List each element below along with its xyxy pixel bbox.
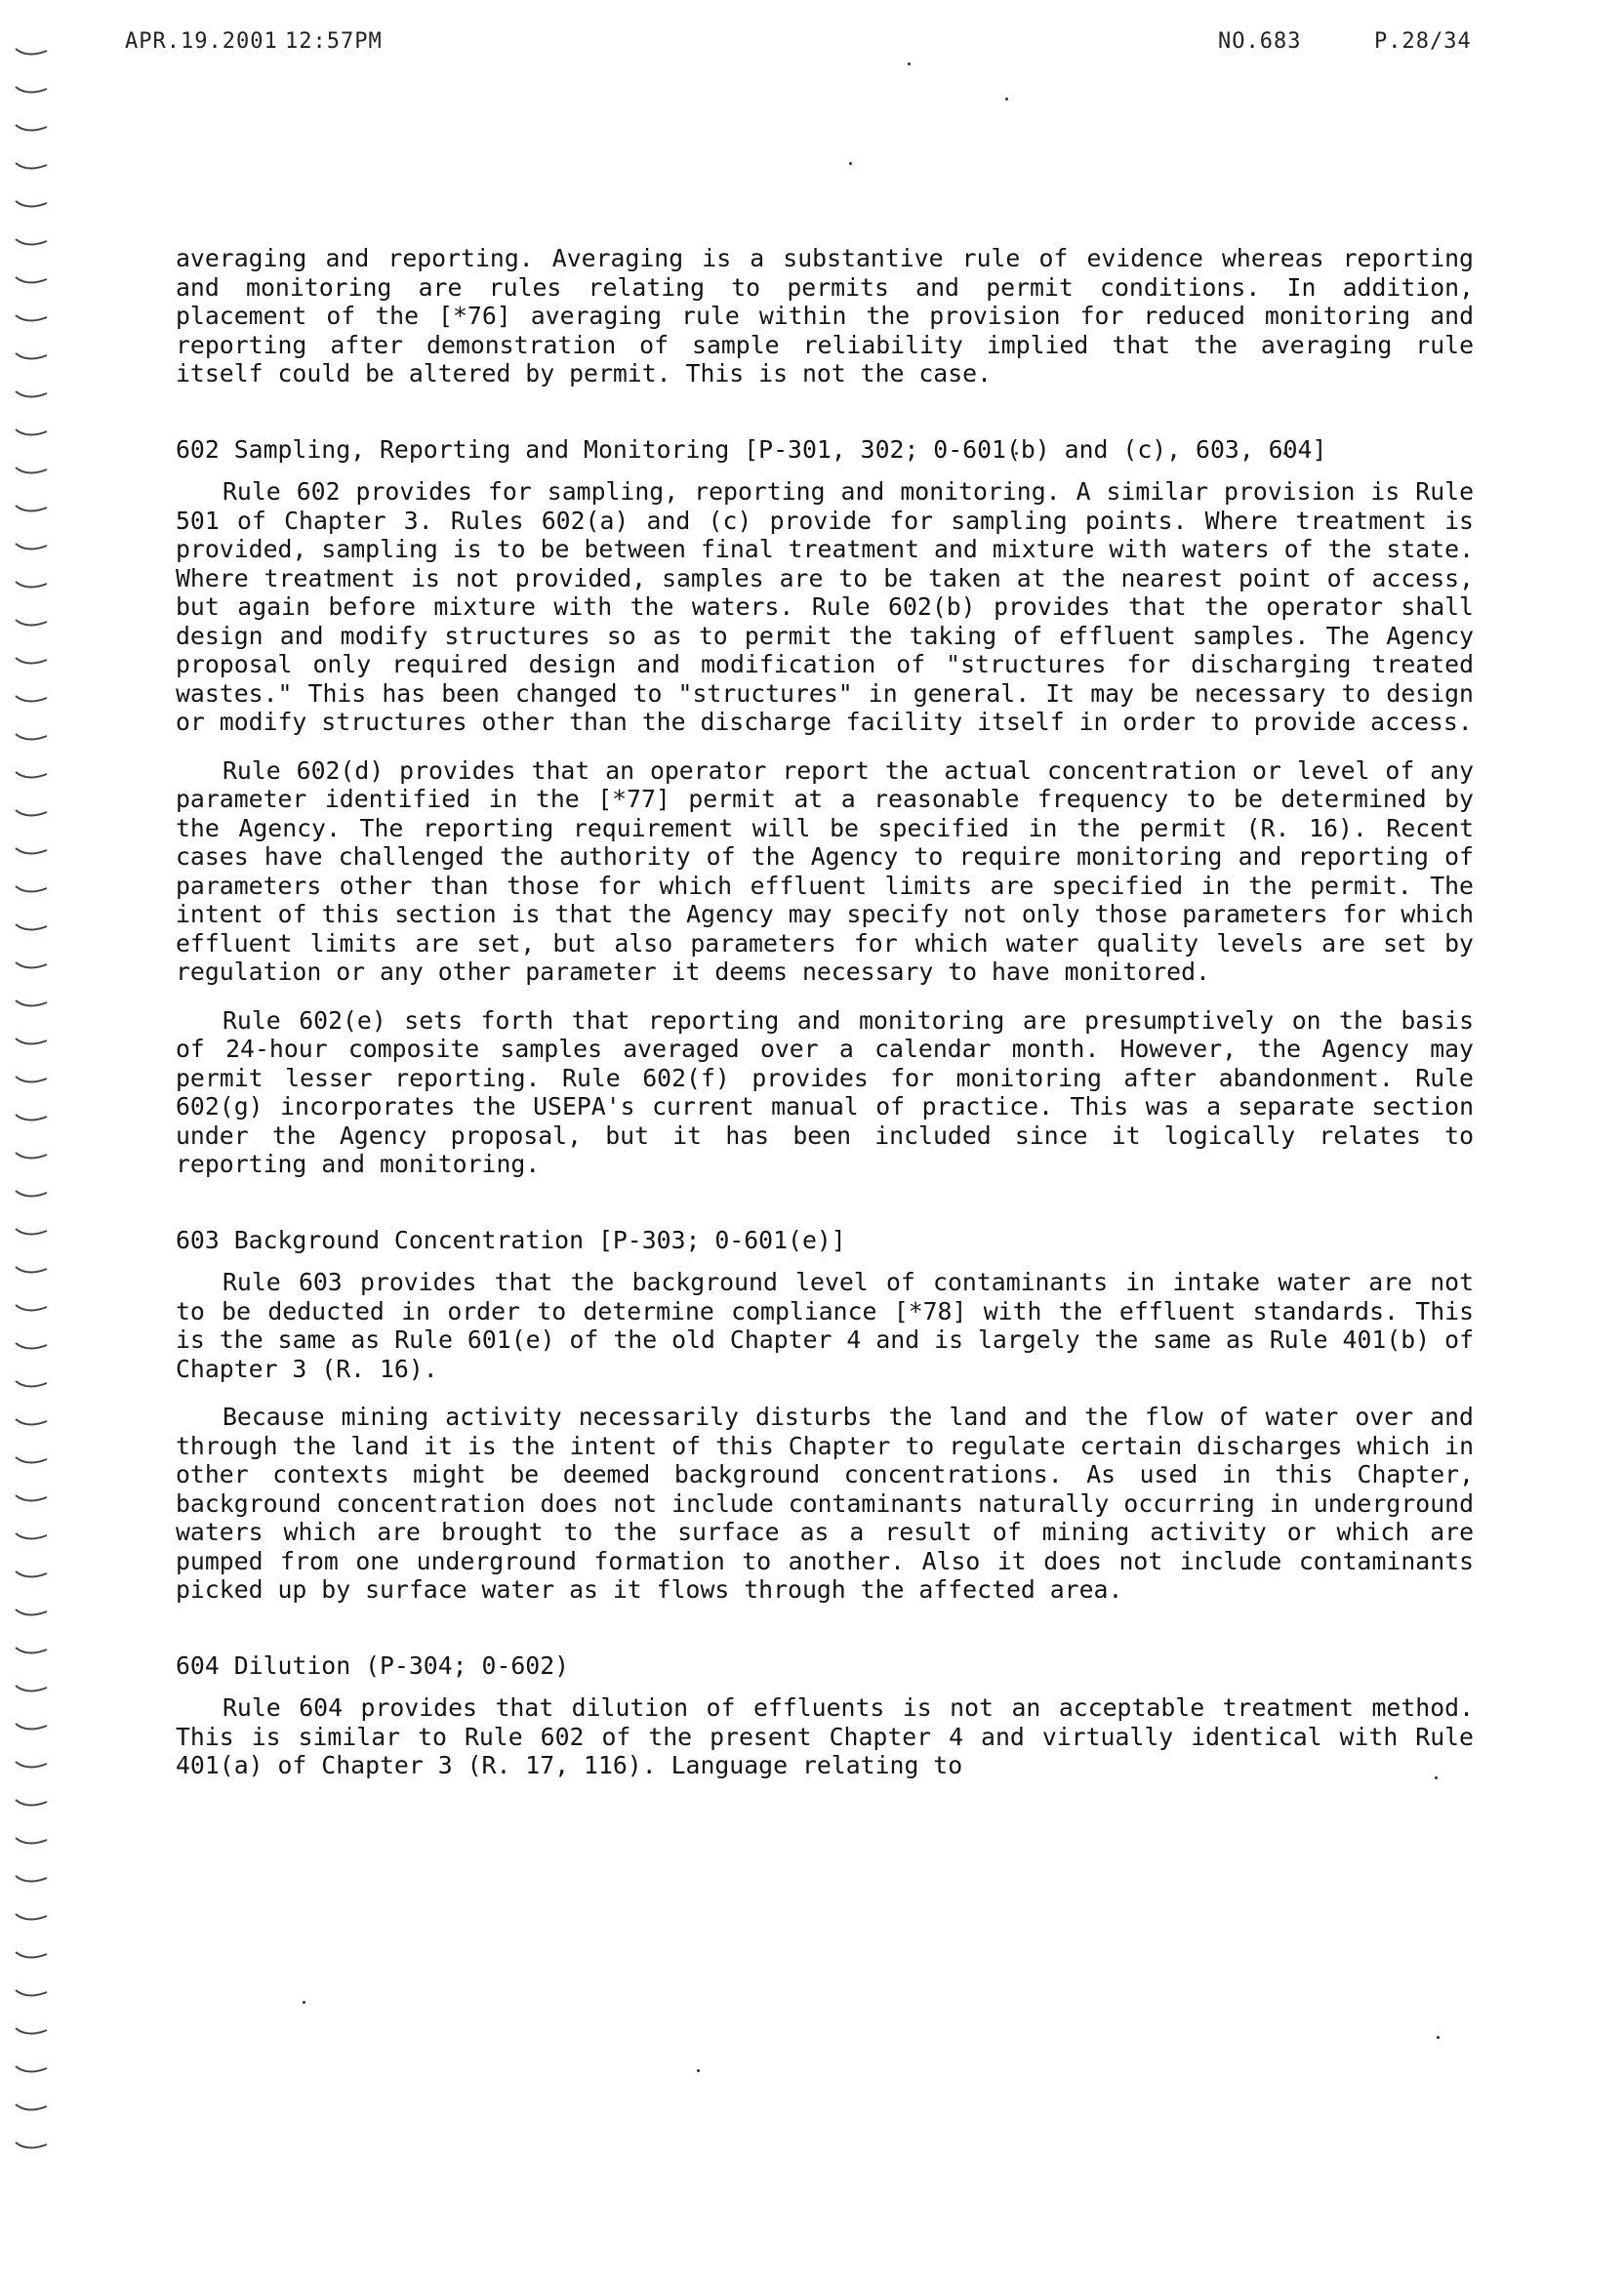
margin-mark — [16, 429, 47, 435]
scan-speck — [908, 62, 911, 65]
paragraph-602-sampling: Rule 602 provides for sampling, reporting and monitoring. A similar provision is Rule 501 of Chapter 3. Rules 602(a) and (c) provide for sampling points. Where treatment is provided, sampling is to be between final treatment and mixture with waters of the state. Where treatment is not provided, samples are to be taken at the nearest point of access, but again before mixture with the waters. Rule 602(b) provides that the operator shall design and modify structures so as to permit the taking of effluent samples. The Agency proposal only required design and modification of "structures for discharging treated wastes." This has been changed to "structures" in general. It may be necessary to design or modify structures other than the discharge facility itself in order to provide access. — [176, 477, 1474, 736]
margin-mark — [16, 810, 47, 816]
margin-mark — [16, 772, 47, 778]
fax-page-indicator: P.28/34 — [1374, 29, 1472, 54]
margin-mark — [16, 1267, 47, 1273]
intro-paragraph: averaging and reporting. Averaging is a substantive rule of evidence whereas reporting and monitoring are rules relating to permits and permit conditions. In addition, placement of the [*76] averaging rule within the provision for reduced monitoring and reporting after demonstration of sample reliability implied that the averaging rule itself could be altered by permit. This is not the case. — [176, 244, 1474, 387]
margin-mark — [16, 506, 47, 511]
margin-mark — [16, 2028, 47, 2034]
margin-mark — [16, 87, 47, 93]
fax-time: 12:57PM — [285, 29, 383, 54]
fax-date: APR.19.2001 — [125, 29, 278, 54]
margin-mark — [16, 696, 47, 702]
margin-mark — [16, 886, 47, 892]
margin-mark — [16, 353, 47, 359]
margin-mark — [16, 1381, 47, 1387]
margin-mark — [16, 1724, 47, 1730]
margin-mark — [16, 1952, 47, 1958]
paragraph-602-reporting: Rule 602(d) provides that an operator report the actual concentration or level of any parameter identified in the [*77] permit at a reasonable frequency to be determined by the Agency. The reporting requirement will be specified in the permit (R. 16). Recent cases have challenged the authority of the Agency to require monitoring and reporting of parameters other than those for which effluent limits are specified in the permit. The intent of this section is that the Agency may specify not only those parameters for which effluent limits are set, but also parameters for which water quality levels are set by regulation or any other parameter it deems necessary to have monitored. — [176, 755, 1474, 986]
margin-mark — [16, 1648, 47, 1653]
margin-mark — [16, 2104, 47, 2110]
margin-mark — [16, 1876, 47, 1882]
scan-speck — [1005, 98, 1008, 101]
margin-mark — [16, 1838, 47, 1844]
margin-mark — [16, 1115, 47, 1121]
scan-speck — [303, 2001, 305, 2004]
margin-mark — [16, 848, 47, 854]
section-heading-604: 604 Dilution (P-304; 0-602) — [176, 1650, 570, 1680]
margin-mark — [16, 201, 47, 207]
margin-mark — [16, 1800, 47, 1806]
paragraph-603-background: Rule 603 provides that the background level of contaminants in intake water are not to be deducted in order to determine compliance [*78] with the effluent standards. This is the same as Rule 601(e) of the old Chapter 4 and is largely the same as Rule 401(b) of Chapter 3 (R. 16). — [176, 1268, 1474, 1383]
margin-mark — [16, 468, 47, 473]
margin-mark — [16, 1457, 47, 1463]
margin-mark — [16, 1762, 47, 1768]
fax-number: NO.683 — [1218, 29, 1302, 54]
margin-mark — [16, 49, 47, 55]
margin-mark — [16, 315, 47, 321]
margin-mark — [16, 125, 47, 131]
margin-mark — [16, 2066, 47, 2072]
paragraph-604-dilution: Rule 604 provides that dilution of effluents is not an acceptable treatment method. This is similar to Rule 602 of the present Chapter 4 and virtually identical with Rule 401(a) of Chapter 3 (R. 17, 116). Language relating to — [176, 1693, 1474, 1779]
margin-mark — [16, 1495, 47, 1501]
margin-mark — [16, 1914, 47, 1920]
margin-mark — [16, 544, 47, 550]
margin-mark — [16, 1571, 47, 1577]
margin-mark — [16, 1191, 47, 1197]
margin-mark — [16, 1990, 47, 1996]
paragraph-602-monitoring: Rule 602(e) sets forth that reporting and monitoring are presumptively on the basis of 24-hour composite samples averaged over a calendar month. However, the Agency may permit lesser reporting. Rule 602(f) provides for monitoring after abandonment. Rule 602(g) incorporates the USEPA's current manual of practice. This was a separate section under the Agency proposal, but it has been included since it logically relates to reporting and monitoring. — [176, 1005, 1474, 1178]
section-heading-602: 602 Sampling, Reporting and Monitoring [P-301, 302; 0-601(b) and (c), 603, 604] — [176, 434, 1327, 464]
margin-mark — [16, 277, 47, 283]
margin-mark — [16, 1419, 47, 1425]
margin-mark — [16, 1533, 47, 1539]
margin-mark — [16, 1077, 47, 1082]
margin-mark — [16, 391, 47, 397]
margin-mark — [16, 620, 47, 626]
margin-mark — [16, 734, 47, 740]
margin-mark — [16, 1305, 47, 1311]
margin-mark — [16, 163, 47, 169]
fax-header — [0, 29, 1624, 64]
scan-speck — [697, 2069, 700, 2072]
scan-speck — [1437, 2036, 1440, 2039]
margin-mark — [16, 1153, 47, 1159]
margin-mark — [16, 658, 47, 664]
margin-mark — [16, 924, 47, 930]
margin-mark — [16, 1000, 47, 1006]
margin-mark — [16, 1229, 47, 1235]
margin-mark — [16, 582, 47, 588]
scan-speck — [849, 162, 852, 165]
margin-mark — [16, 1686, 47, 1691]
margin-mark — [16, 1610, 47, 1615]
margin-mark — [16, 962, 47, 968]
section-heading-603: 603 Background Concentration [P-303; 0-601(e)] — [176, 1225, 846, 1254]
margin-mark — [16, 2142, 47, 2148]
margin-mark — [16, 239, 47, 245]
paragraph-603-mining: Because mining activity necessarily disturbs the land and the flow of water over and through the land it is the intent of this Chapter to regulate certain discharges which in other contexts might be deemed background concentrations. As used in this Chapter, background concentration does not include contaminants naturally occurring in underground waters which are brought to the surface as a result of mining activity or which are pumped from one underground formation to another. Also it does not include contaminants picked up by surface water as it flows through the affected area. — [176, 1403, 1474, 1604]
margin-mark — [16, 1343, 47, 1349]
document-body — [176, 244, 1474, 1780]
binding-hole-marks — [14, 39, 62, 2186]
margin-mark — [16, 1039, 47, 1044]
